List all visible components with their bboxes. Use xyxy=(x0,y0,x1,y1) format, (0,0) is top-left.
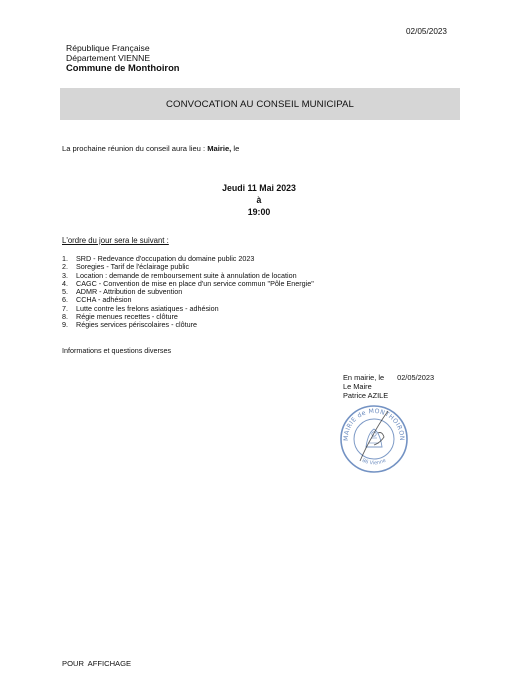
signature-block xyxy=(343,373,434,400)
agenda-item-text: SRD - Redevance d'occupation du domaine public 2023 xyxy=(76,254,255,263)
mairie-stamp xyxy=(338,403,410,475)
letterhead-country: République Française xyxy=(66,43,150,53)
agenda-heading: L'ordre du jour sera le suivant : xyxy=(62,236,169,245)
misc-questions: Informations et questions diverses xyxy=(62,346,172,355)
agenda-item-text: Lutte contre les frelons asiatiques - adhésion xyxy=(76,303,219,313)
agenda-item-number: 4. xyxy=(62,278,68,288)
agenda-item-text: ADMR - Attribution de subvention xyxy=(76,287,183,297)
agenda-item-number: 9. xyxy=(62,320,68,330)
signature-place: En mairie, le xyxy=(343,373,385,382)
intro-place: Mairie, xyxy=(207,144,232,153)
letterhead xyxy=(66,43,180,73)
agenda-item-text: Régie menues recettes - clôture xyxy=(76,312,178,322)
agenda-item-number: 2. xyxy=(62,262,68,272)
agenda-item xyxy=(62,321,314,329)
agenda-item-number: 1. xyxy=(62,254,68,263)
document-title: CONVOCATION AU CONSEIL MUNICIPAL xyxy=(166,98,354,110)
agenda-item-text: Location : demande de remboursement suite à annulation de location xyxy=(76,270,297,280)
agenda-item-number: 7. xyxy=(62,303,68,313)
title-bar xyxy=(60,88,460,120)
letterhead-commune: Commune de Monthoiron xyxy=(66,62,180,73)
letterhead-department: Département VIENNE xyxy=(66,53,151,63)
agenda-item-number: 6. xyxy=(62,295,68,305)
meeting-time: 19:00 xyxy=(247,207,271,217)
agenda-item-number: 3. xyxy=(62,270,68,280)
signature-date: 02/05/2023 xyxy=(397,373,435,382)
meeting-details xyxy=(150,182,368,218)
signature-name: Patrice AZILE xyxy=(343,391,389,400)
agenda-list xyxy=(62,255,314,330)
stamp-seal-icon xyxy=(338,403,410,475)
agenda-item-number: 8. xyxy=(62,312,68,322)
agenda-item-text: Régies services périscolaires - clôture xyxy=(76,320,198,330)
stamp-subtext: 86 Vienne xyxy=(361,457,387,467)
agenda-item-text: CAGC - Convention de mise en place d'un service commun "Pôle Energie" xyxy=(76,278,314,288)
signature-role: Le Maire xyxy=(343,382,372,391)
meeting-at: à xyxy=(256,195,262,205)
stamp-text: MAIRIE de MONTHOIRON xyxy=(342,407,406,442)
document-date: 02/05/2023 xyxy=(406,27,447,36)
agenda-item-text: CCHA - adhésion xyxy=(76,295,132,305)
agenda-item-number: 5. xyxy=(62,287,68,297)
intro-suffix: le xyxy=(231,144,240,153)
meeting-date: Jeudi 11 Mai 2023 xyxy=(222,183,296,193)
intro-text: La prochaine réunion du conseil aura lieu : xyxy=(62,144,208,153)
intro-sentence xyxy=(62,144,239,153)
footer-posting-notice: POUR AFFICHAGE xyxy=(62,659,132,668)
agenda-item-text: Soregies - Tarif de l'éclairage public xyxy=(76,262,190,272)
